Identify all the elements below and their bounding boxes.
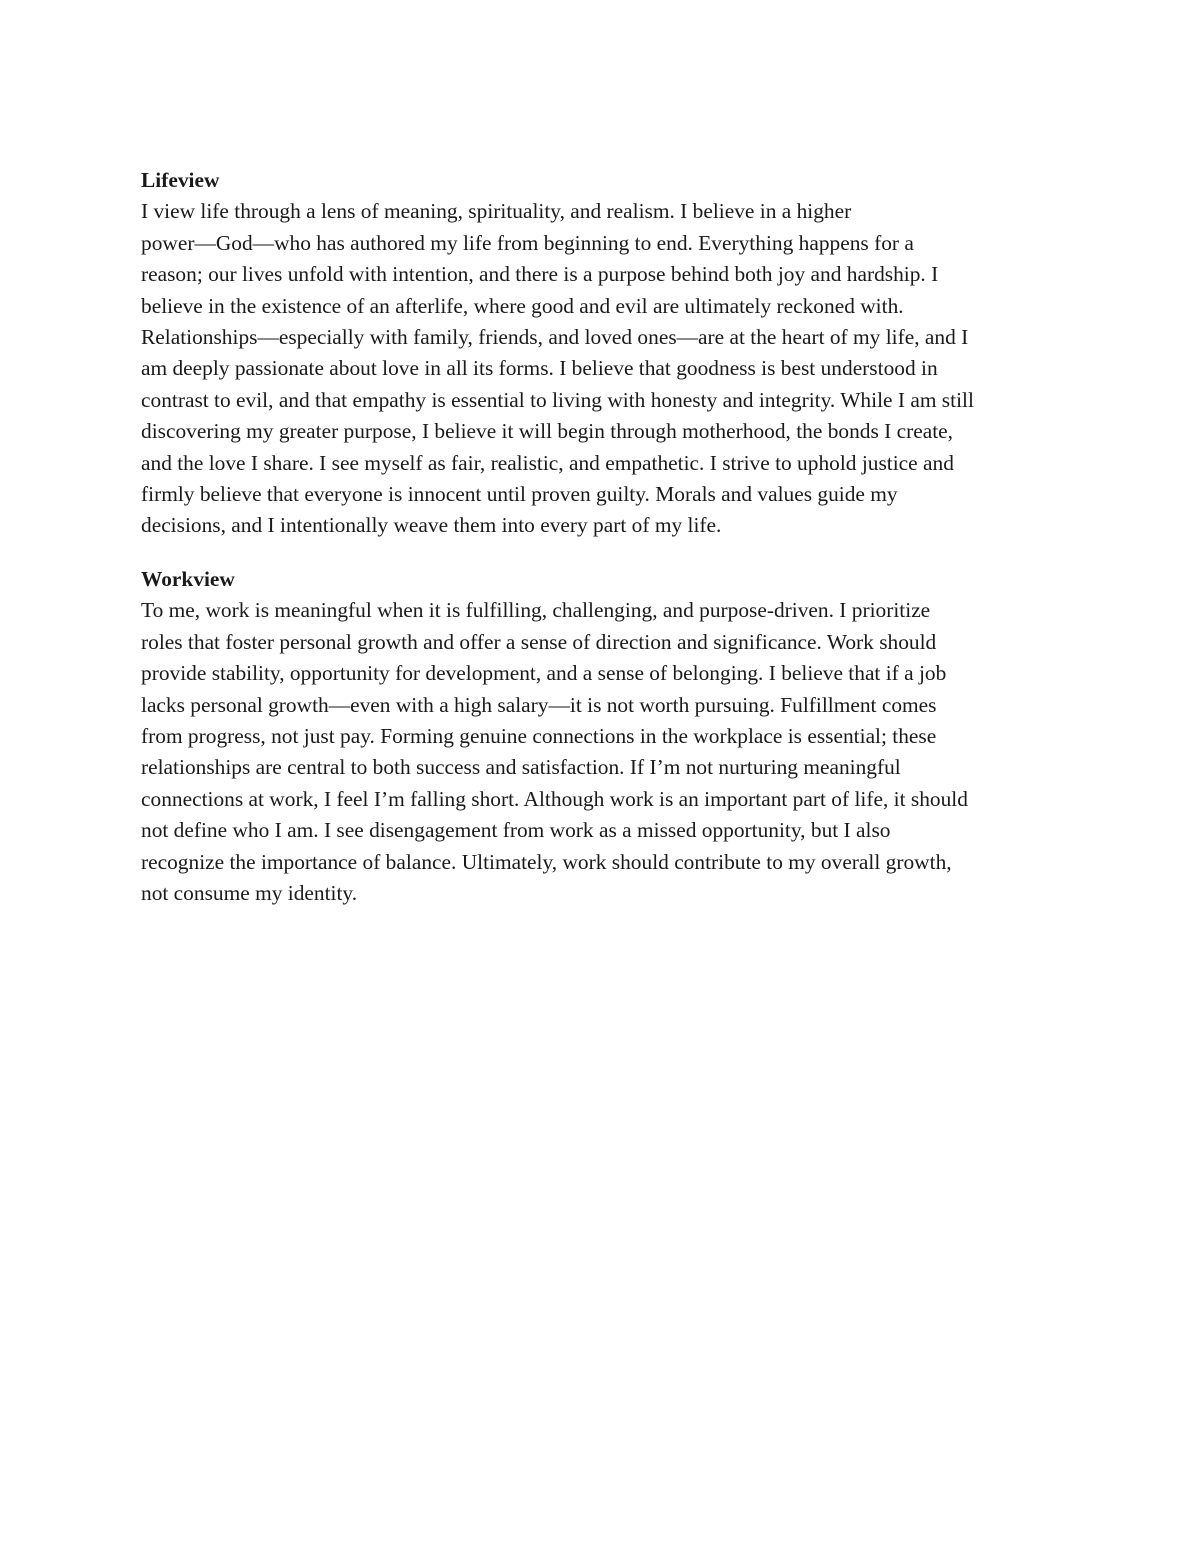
paragraph-line: roles that foster personal growth and offer a sense of direction and significance. Work should xyxy=(141,629,937,654)
paragraph-line: from progress, not just pay. Forming genuine connections in the workplace is essential; these xyxy=(141,723,937,748)
paragraph-line: am deeply passionate about love in all its forms. I believe that goodness is best understood in xyxy=(141,356,938,381)
section-heading: Lifeview xyxy=(141,168,220,192)
paragraph-line: Relationships—especially with family, friends, and loved ones—are at the heart of my life, and I xyxy=(141,325,969,350)
paragraph-line: I view life through a lens of meaning, spirituality, and realism. I believe in a higher xyxy=(141,199,852,224)
paragraph-line: contrast to evil, and that empathy is essential to living with honesty and integrity. While I am still xyxy=(141,387,974,412)
section-heading: Workview xyxy=(141,566,235,591)
paragraph-line: provide stability, opportunity for development, and a sense of belonging. I believe that if a job xyxy=(141,661,947,686)
paragraph-line: discovering my greater purpose, I believe it will begin through motherhood, the bonds I create, xyxy=(141,419,954,444)
paragraph-line: recognize the importance of balance. Ultimately, work should contribute to my overall growth, xyxy=(141,849,952,874)
paragraph-line: connections at work, I feel I’m falling short. Although work is an important part of life, it should xyxy=(141,786,968,811)
document-body xyxy=(141,165,1066,909)
paragraph-line: power—God—who has authored my life from beginning to end. Everything happens for a xyxy=(141,230,914,255)
paragraph-line: firmly believe that everyone is innocent until proven guilty. Morals and values guide my xyxy=(141,482,898,507)
paragraph-line: believe in the existence of an afterlife, where good and evil are ultimately reckoned with. xyxy=(141,293,904,318)
workview-section xyxy=(141,564,1066,909)
paragraph-line: reason; our lives unfold with intention, and there is a purpose behind both joy and hardship. I xyxy=(141,262,939,287)
paragraph-line: decisions, and I intentionally weave them into every part of my life. xyxy=(141,513,722,538)
paragraph-line: not consume my identity. xyxy=(141,880,358,905)
paragraph-line: not define who I am. I see disengagement from work as a missed opportunity, but I also xyxy=(141,818,891,843)
paragraph-line: To me, work is meaningful when it is fulfilling, challenging, and purpose-driven. I prioritize xyxy=(141,598,931,623)
lifeview-section xyxy=(141,165,1066,542)
paragraph-line: relationships are central to both success and satisfaction. If I’m not nurturing meaningful xyxy=(141,755,901,780)
paragraph-line: and the love I share. I see myself as fair, realistic, and empathetic. I strive to uphold justice and xyxy=(141,450,954,475)
paragraph-line: lacks personal growth—even with a high salary—it is not worth pursuing. Fulfillment comes xyxy=(141,692,937,717)
